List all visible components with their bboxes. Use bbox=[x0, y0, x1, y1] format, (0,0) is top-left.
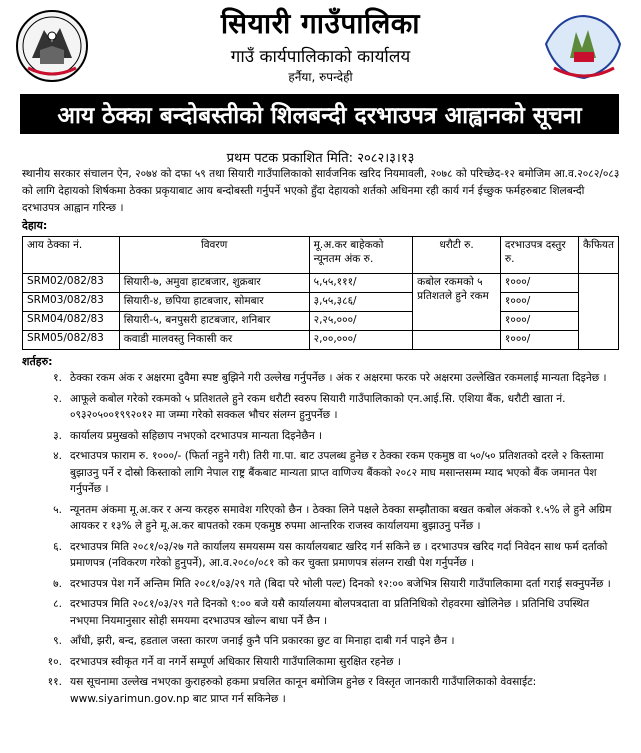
table-row bbox=[23, 331, 619, 350]
term-item bbox=[22, 674, 620, 707]
term-text: आँधी, झरी, बन्द, हडताल जस्ता कारण जनाई कुनै पनि प्रकारका छुट वा मिनाहा दाबी गर्न पाइने छैन । bbox=[70, 635, 455, 647]
row-code: SRM02/082/83 bbox=[23, 274, 120, 293]
col-code: आय ठेक्का नं. bbox=[23, 237, 120, 274]
row-code: SRM03/082/83 bbox=[23, 293, 120, 312]
col-deposit: धरौटी रु. bbox=[413, 237, 501, 274]
row-amount: ५,५५,१११/ bbox=[309, 274, 413, 293]
term-number: ४. bbox=[53, 450, 62, 462]
term-number: ११. bbox=[47, 676, 62, 688]
term-number: ६. bbox=[53, 540, 62, 553]
term-text: आफूले कबोल गरेको रकमको ५ प्रतिशतले हुने रकम धरौटी स्वरुप सियारी गाउँपालिकाको एन.आई.सि. एशिया बैंक, धरौटी खाता नं. ०९३२०५००१९९२०१२ मा जम्मा गरेको सक्कल भौचर संलग्न हुनुपर्नेछ । bbox=[70, 392, 566, 421]
term-item bbox=[22, 428, 620, 445]
office-name: गाउँ कार्यपालिकाको कार्यालय bbox=[230, 47, 411, 67]
term-number: ८. bbox=[53, 598, 62, 610]
terms-list bbox=[22, 370, 620, 711]
term-item bbox=[22, 576, 620, 593]
table-row bbox=[23, 293, 619, 312]
term-number: २. bbox=[53, 392, 62, 405]
row-fee: १०००/ bbox=[500, 293, 578, 312]
row-desc: कवाडी मालवस्तु निकासी कर bbox=[119, 331, 309, 350]
terms-label: शर्तहरु: bbox=[22, 355, 53, 368]
notice-title: आय ठेक्का बन्दोबस्तीको शिलबन्दी दरभाउपत्र आह्वानको सूचना bbox=[20, 94, 619, 134]
remarks-cell bbox=[579, 274, 619, 350]
col-fee: दरभाउपत्र दस्तुर रु. bbox=[500, 237, 578, 274]
term-item bbox=[22, 370, 620, 387]
term-item bbox=[22, 596, 620, 629]
row-amount: २,००,०००/ bbox=[309, 331, 413, 350]
row-amount: २,२५,०००/ bbox=[309, 312, 413, 331]
table-row bbox=[23, 274, 619, 293]
intro-paragraph: स्थानीय सरकार संचालन ऐन, २०७४ को दफा ५९ तथा सियारी गाउँपालिकाको सार्वजनिक खरिद नियमावली, २०७८ को परिच्छेद-१२ बमोजिम आ.व.२०८२/०८३ को लागि देहायको शिर्षकमा ठेक्का प्रकृयाबाट आय बन्दोबस्ती गर्नुपर्ने भएको हुँदा देहायको शर्तको अधिनमा रही कार्य गर्न ईच्छुक फर्महरुबाट शिलबन्दी दरभाउपत्र आह्वान गरिन्छ । bbox=[22, 168, 620, 214]
row-desc: सियारी-७, अमुवा हाटबजार, शुक्रबार bbox=[119, 274, 309, 293]
term-item bbox=[22, 502, 620, 535]
deposit-note: कबोल रकमको ५ प्रतिशतले हुने रकम bbox=[413, 274, 501, 331]
term-text: दरभाउपत्र स्वीकृत गर्ने वा नगर्ने सम्पूर्ण अधिकार सियारी गाउँपालिकामा सुरक्षित रहनेछ । bbox=[70, 655, 401, 668]
term-text: यस सूचनामा उल्लेख नभएका कुराहरुको हकमा प्रचलित कानून बमोजिम हुनेछ र विस्तृत जानकारी गाउँपालिकाको वेवसाईट: www.siyarimun.gov.np बाट प्राप्त गर्न सकिनेछ । bbox=[70, 676, 537, 705]
term-text: दरभाउपत्र फाराम रु. १०००/- (फिर्ता नहुने गरी) तिरी गा.पा. बाट उपलब्ध हुनेछ र ठेक्का रकम एकमुष्ठ वा ५०/५० प्रतिशतको दरले २ किस्तामा बुझाउनु पर्ने र दोस्रो किस्ताको लागि नेपाल राष्ट्र बैंकबाट मान्यता प्राप्त वाणिज्य बैंकको २०८२ माघ मसान्तसम्म म्याद भएको बैंक जमानत पेश गर्नुपर्नेछ । bbox=[70, 450, 604, 495]
term-text: न्यूनतम अंकमा मू.अ.कर र अन्य करहरु समावेश गरिएको छैन । ठेक्का लिने पक्षले ठेक्का सम्झौताका बखत कबोल अंकको १.५% ले हुने अग्रिम आयकर र १३% ले हुने मू.अ.कर बापतको रकम एकमुष्ठ रुपमा आन्तरिक राजस्व कार्यालयमा बुझाउनु पर्नेछ । bbox=[70, 503, 612, 532]
term-item bbox=[22, 448, 620, 498]
term-number: १. bbox=[53, 372, 62, 384]
term-text: दरभाउपत्र मिति २०८१/०३/२७ गते कार्यालय समयसम्म यस कार्यालयबाट खरिद गर्न सकिने छ । दरभाउपत्र खरिद गर्दा निवेदन साथ फर्म दर्ताको प्रमाणपत्र (नविकरण गरेको हुनुपर्ने), आ.व.२०८०/०८१ को कर चुक्ता प्रमाणपत्र संलग्न राखी पेश गर्नुपर्नेछ । bbox=[70, 540, 608, 569]
term-number: ७. bbox=[53, 577, 62, 590]
deposit-empty-cell bbox=[413, 331, 501, 350]
org-name: सियारी गाउँपालिका bbox=[220, 7, 421, 40]
col-min-amount: मू.अ.कर बाहेकको न्यूनतम अंक रु. bbox=[309, 237, 413, 274]
row-code: SRM04/082/83 bbox=[23, 312, 120, 331]
row-desc: सियारी-४, छपिया हाटबजार, सोमबार bbox=[119, 293, 309, 312]
term-text: कार्यालय प्रमुखको सहिछाप नभएको दरभाउपत्र मान्यता दिइनेछैन । bbox=[70, 429, 323, 442]
row-desc: सियारी-५, बनपुसरी हाटबजार, शनिबार bbox=[119, 312, 309, 331]
term-number: ९. bbox=[53, 635, 62, 647]
header bbox=[0, 0, 641, 92]
office-address: हर्नैया, रुपन्देही bbox=[288, 70, 353, 84]
term-text: दरभाउपत्र मिति २०८१/०३/२९ गते दिनको ९:०० बजे यसै कार्यालयमा बोलपत्रदाता वा प्रतिनिधिको रोहवरमा खोलिनेछ । प्रतिनिधि उपस्थित नभएमा नियमानुसार सोही समयमा दरभाउपत्र खोल्न बाधा पर्ने छैन । bbox=[70, 598, 590, 627]
table-row bbox=[23, 312, 619, 331]
description-label: देहाय: bbox=[22, 219, 48, 232]
term-number: १०. bbox=[47, 655, 62, 668]
tender-table bbox=[22, 236, 619, 350]
col-desc: विवरण bbox=[119, 237, 309, 274]
term-item bbox=[22, 654, 620, 671]
table-header-row bbox=[23, 237, 619, 274]
row-fee: १०००/ bbox=[500, 274, 578, 293]
row-code: SRM05/082/83 bbox=[23, 331, 120, 350]
term-text: दरभाउपत्र पेश गर्ने अन्तिम मिति २०८१/०३/२९ गते (बिदा परे भोली पल्ट) दिनको १२:०० बजेभित्र सियारी गाउँपालिकामा दर्ता गराई सक्नुपर्नेछ । bbox=[70, 577, 611, 590]
term-text: ठेक्का रकम अंक र अक्षरमा दुवैमा स्पष्ट बुझिने गरी उल्लेख गर्नुपर्नेछ । अंक र अक्षरमा फरक परे अक्षरमा उल्लेखित रकमलाई मान्यता दिइनेछ । bbox=[70, 372, 607, 384]
term-item bbox=[22, 633, 620, 650]
term-number: ५. bbox=[53, 503, 62, 516]
row-amount: ३,५५,३८६/ bbox=[309, 293, 413, 312]
term-number: ३. bbox=[53, 429, 62, 442]
row-fee: १०००/ bbox=[500, 312, 578, 331]
published-date: प्रथम पटक प्रकाशित मिति: २०८२।३।१३ bbox=[226, 151, 415, 166]
term-item bbox=[22, 539, 620, 572]
term-item bbox=[22, 391, 620, 424]
row-fee: १०००/ bbox=[500, 331, 578, 350]
col-remarks: कैफियत bbox=[579, 237, 619, 274]
